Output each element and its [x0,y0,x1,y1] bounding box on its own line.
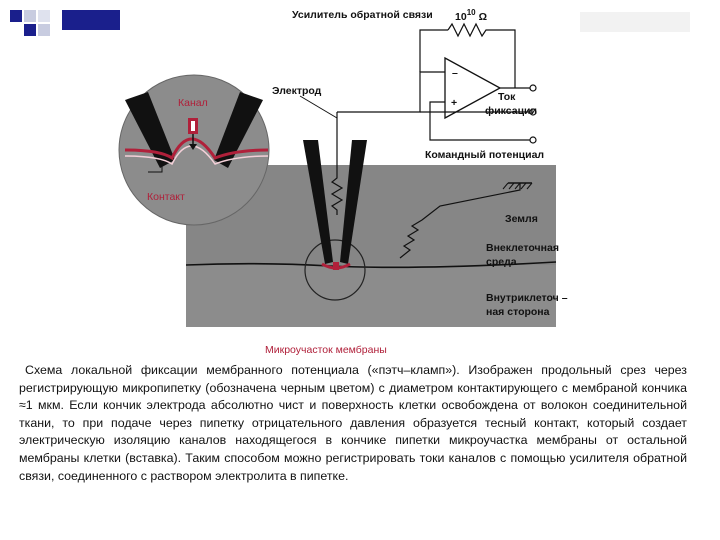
label-clamp-current-1: Ток [498,91,516,103]
label-ground: Земля [505,213,538,225]
label-electrode: Электрод [272,85,322,97]
label-clamp-current-2: фиксации [485,105,537,117]
label-contact: Контакт [147,191,185,203]
label-resistance: $10^{10}$ Ω [455,8,488,23]
label-extracellular-2: среда [486,256,517,268]
label-plus: + [451,97,458,109]
label-minus: – [452,67,458,79]
label-feedback-amp: Усилитель обратной связи [292,9,433,21]
label-command-potential: Командный потенциал [425,149,545,161]
label-intracellular-2: ная сторона [486,306,550,318]
figure-caption: Схема локальной фиксации мембранного потенциала («пэтч–кламп»). Изображен продольный срез через регистрирующую микропипетку (обозначена черным цветом) с диаметром контактирующего с мембраной кончика ≈1 мкм. Если кончик электрода абсолютно чист и поверхность клетки освобождена от волокон соединительной ткани, то при подаче через пипетку отрицательного давления образуется тесный контакт, который создает электрическую изоляцию каналов находящегося в кончике пипетки микроучастка мембраны от остальной мембраны клетки (вставка). Таким способом можно регистрировать токи каналов с помощью усилителя обратной связи, соединенного с раствором электролита в пипетке. [19,363,687,483]
label-channel: Канал [178,97,208,109]
label-extracellular-1: Внеклеточная [486,242,559,254]
label-intracellular-1: Внутриклеточ – [486,292,568,304]
label-membrane-patch: Микроучасток мембраны [265,344,387,356]
